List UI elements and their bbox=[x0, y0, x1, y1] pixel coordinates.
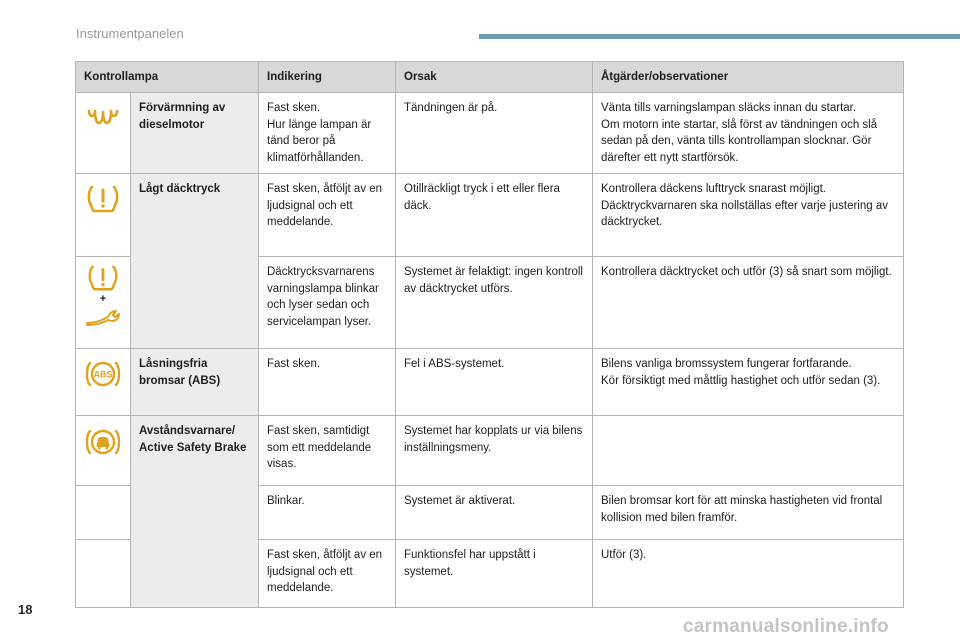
indication-cell bbox=[259, 349, 396, 416]
page-number: 18 bbox=[18, 602, 33, 617]
cause-cell bbox=[396, 486, 593, 540]
action-text: Kontrollera däcktrycket och utför (3) så snart som möjligt. bbox=[601, 266, 892, 278]
active-safety-brake-icon bbox=[83, 426, 123, 458]
plus-sign: + bbox=[99, 293, 107, 305]
lamp-name: Förvärmning av dieselmotor bbox=[131, 93, 259, 174]
table-row bbox=[76, 349, 904, 416]
indication-text: Fast sken. bbox=[267, 358, 321, 370]
abs-icon bbox=[83, 359, 123, 389]
indication-text: Fast sken, åtföljt av en ljudsignal och ett meddelande. bbox=[267, 183, 383, 228]
action-cell bbox=[593, 257, 904, 349]
indication-cell bbox=[259, 540, 396, 608]
preheat-coil-icon bbox=[86, 105, 120, 131]
cause-cell bbox=[396, 416, 593, 486]
lamp-name: Låsningsfria bromsar (ABS) bbox=[131, 349, 259, 416]
lamp-name: Avståndsvarnare/ Active Safety Brake bbox=[131, 416, 259, 608]
action-text: Bilen bromsar kort för att minska hastigheten vid frontal kollision med bilen framför. bbox=[601, 495, 883, 524]
cause-cell bbox=[396, 349, 593, 416]
cause-text: Otillräckligt tryck i ett eller flera däck. bbox=[404, 183, 560, 212]
watermark: carmanualsonline.info bbox=[683, 616, 889, 637]
cause-text: Fel i ABS-systemet. bbox=[404, 358, 505, 370]
cause-text: Funktionsfel har uppstått i systemet. bbox=[404, 549, 536, 578]
icon-cell bbox=[76, 174, 131, 257]
section-title: Instrumentpanelen bbox=[76, 26, 184, 41]
action-text: Utför (3). bbox=[601, 549, 647, 561]
table-row bbox=[76, 93, 904, 174]
column-header-kontrollampa: Kontrollampa bbox=[76, 62, 259, 93]
indication-text: Blinkar. bbox=[267, 495, 305, 507]
indication-cell bbox=[259, 486, 396, 540]
indication-cell bbox=[259, 174, 396, 257]
action-cell bbox=[593, 349, 904, 416]
column-header-orsak: Orsak bbox=[396, 62, 593, 93]
icon-cell bbox=[76, 416, 131, 486]
cause-text: Systemet har kopplats ur via bilens inställningsmeny. bbox=[404, 425, 583, 454]
svg-text:ABS: ABS bbox=[93, 369, 113, 380]
cause-cell bbox=[396, 93, 593, 174]
icon-cell bbox=[76, 349, 131, 416]
cause-cell bbox=[396, 540, 593, 608]
indication-cell bbox=[259, 416, 396, 486]
icon-cell bbox=[76, 486, 131, 540]
action-cell bbox=[593, 486, 904, 540]
indication-cell bbox=[259, 257, 396, 349]
action-cell bbox=[593, 540, 904, 608]
action-text: Bilens vanliga bromssystem fungerar fortfarande. Kör försiktigt med måttlig hastighet och utför sedan (3). bbox=[601, 358, 881, 387]
lamp-name: Lågt däcktryck bbox=[131, 174, 259, 349]
cause-text: Systemet är aktiverat. bbox=[404, 495, 516, 507]
action-cell bbox=[593, 174, 904, 257]
warning-lamp-table bbox=[75, 61, 904, 608]
indication-cell bbox=[259, 93, 396, 174]
tyre-pressure-icon bbox=[85, 263, 121, 293]
table-row bbox=[76, 416, 904, 486]
cause-cell bbox=[396, 174, 593, 257]
header-accent-bar bbox=[479, 34, 960, 39]
icon-cell bbox=[76, 93, 131, 174]
tyre-pressure-icon bbox=[85, 183, 121, 215]
table-header-row bbox=[76, 62, 904, 93]
action-text: Vänta tills varningslampan släcks innan du startar. Om motorn inte startar, slå först av tändningen och slå sedan på den, vänta tills kontrollampan slocknar. Gör därefter ett nytt startförsök. bbox=[601, 102, 878, 164]
action-cell bbox=[593, 93, 904, 174]
column-header-indikering: Indikering bbox=[259, 62, 396, 93]
cause-text: Tändningen är på. bbox=[404, 102, 498, 114]
indication-text: Fast sken, åtföljt av en ljudsignal och ett meddelande. bbox=[267, 549, 383, 594]
wrench-service-icon bbox=[84, 307, 122, 327]
action-cell bbox=[593, 416, 904, 486]
indication-text: Fast sken, samtidigt som ett meddelande visas. bbox=[267, 425, 372, 470]
column-header-atgarder: Åtgärder/observationer bbox=[593, 62, 904, 93]
indication-text: Fast sken. Hur länge lampan är tänd beror på klimatförhållanden. bbox=[267, 102, 372, 164]
cause-text: Systemet är felaktigt: ingen kontroll av däcktrycket utförs. bbox=[404, 266, 583, 295]
icon-cell bbox=[76, 540, 131, 608]
table-row bbox=[76, 174, 904, 257]
action-text: Kontrollera däckens lufttryck snarast möjligt. Däcktryckvarnaren ska nollställas efter varje justering av däcktrycket. bbox=[601, 183, 888, 228]
indication-text: Däcktrycksvarnarens varningslampa blinkar och lyser sedan och servicelampan lyser. bbox=[267, 266, 379, 328]
cause-cell bbox=[396, 257, 593, 349]
icon-cell bbox=[76, 257, 131, 349]
